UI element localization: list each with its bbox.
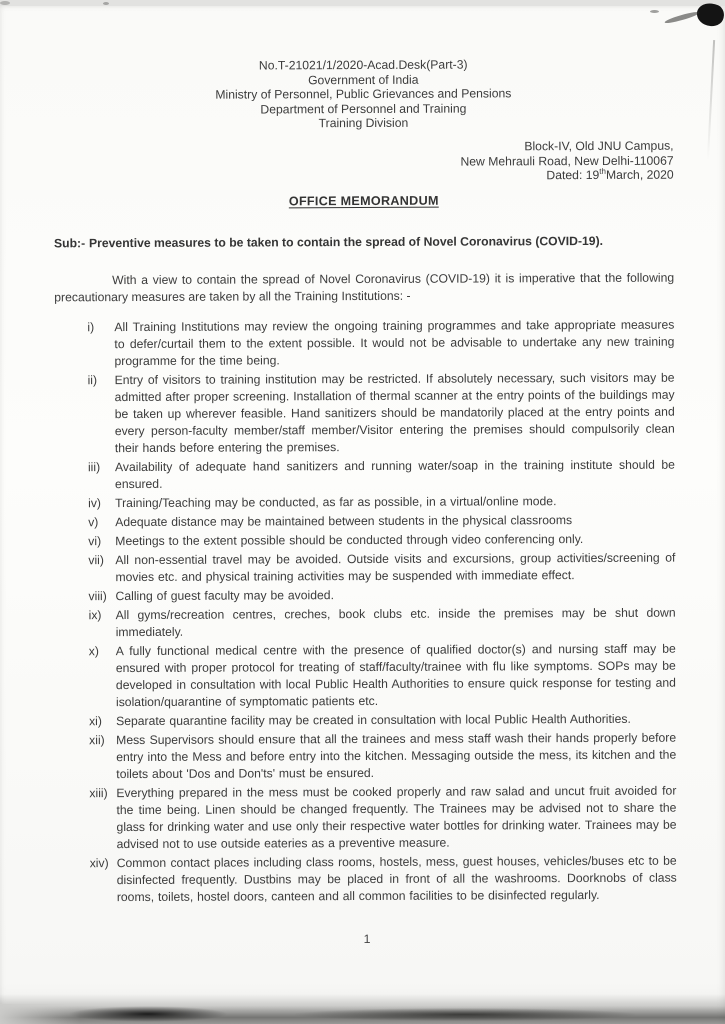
list-item: [55, 585, 675, 605]
list-item: [56, 782, 676, 853]
list-item-number: xii): [89, 732, 105, 747]
list-item: [55, 456, 675, 493]
org-line-division: Training Division: [318, 116, 409, 131]
list-item-number: x): [88, 643, 99, 658]
org-line-department: Department of Personnel and Training: [260, 101, 467, 117]
list-item: [56, 710, 676, 730]
list-item-number: xi): [89, 713, 102, 728]
list-item-text: All Training Institutions may review the ongoing training programmes and take appropriate measures to defer/curtail them to the extent possible. It would not be advisable to undertake any new training programme for the time being.: [114, 317, 675, 368]
list-item-text: Mess Supervisors should ensure that all the trainees and mess staff wash their hands properly before entry into the Mess and before entry into the kitchen. Messaging outside the mess, its kitchen and the toilets about 'Dos and Don'ts' must be ensured.: [116, 730, 677, 781]
subject-label: Sub:-: [53, 235, 86, 251]
list-item-number: vi): [88, 533, 102, 548]
subject-text: Preventive measures to be taken to contain the spread of Novel Coronavirus (COVID-19).: [88, 233, 604, 250]
list-item: [55, 369, 675, 457]
list-item-number: i): [87, 319, 95, 334]
list-item-text: All non-essential travel may be avoided. Outside visits and excursions, group activities/screening of movies etc. and physical training activities may be suspended with immediate effect.: [115, 550, 676, 584]
list-item-text: A fully functional medical centre with the presence of qualified doctor(s) and nursing staff may be ensured with proper protocol for treating of staff/faculty/trainee with flu like symptoms. SOPs may be developed in consultation with local Public Health Authorities to ensure quick response for testing and isolation/quarantine of symptomatic patients etc.: [115, 641, 676, 709]
list-item-text: Everything prepared in the mess must be cooked properly and raw salad and uncut fruit avoided for the time being. Linen should be changed frequently. The Trainees may be advised not to share the glass for drinking water and use only their respective water bottles for drinking water. Trainees may be advised not to use outside eateries as a preventive measure.: [116, 783, 677, 851]
list-item-text: Calling of guest faculty may be avoided.: [115, 587, 334, 603]
address-block: [54, 139, 674, 185]
address-line-2: New Mehrauli Road, New Delhi-110067: [460, 153, 674, 169]
list-item-text: Availability of adequate hand sanitizers and running water/soap in the training institute should be ensured.: [114, 457, 675, 491]
list-item-text: All gyms/recreation centres, creches, book clubs etc. inside the premises may be shut down immediately.: [115, 605, 676, 639]
list-item-text: Training/Teaching may be conducted, as far as possible, in a virtual/online mode.: [115, 493, 557, 510]
subject-line: [54, 232, 674, 252]
list-item-text: Entry of visitors to training institution may be restricted. If absolutely necessary, such visitors may be admitted after proper screening. Installation of thermal scanner at the entry points of the buildings may be taken up wherever feasible. Hand sanitizers should be mandatorily placed at the entry points and every person-faculty member/staff member/Visitor entering the premises should compulsorily clean their hands before entering the premises.: [114, 370, 675, 455]
list-item-number: iv): [88, 495, 102, 510]
list-item-text: Common contact places including class rooms, hostels, mess, guest houses, vehicles/buses etc to be disinfected frequently. Dustbins may be placed in front of all the washrooms. Doorknobs of class rooms, toilets, hostel doors, canteen and all common facilities to be disinfected regularly.: [116, 853, 677, 904]
list-item-text: Separate quarantine facility may be created in consultation with local Public Health Authorities.: [116, 711, 631, 728]
measures-list: [54, 316, 677, 906]
date-superscript: th: [599, 167, 606, 177]
list-item: [55, 530, 675, 550]
org-line-government: Government of India: [308, 72, 419, 87]
date-prefix: Dated: 19: [546, 168, 600, 183]
paper-page: [0, 6, 725, 1024]
reference-number: No.T-21021/1/2020-Acad.Desk(Part-3): [258, 57, 468, 73]
list-item-number: ii): [87, 372, 98, 387]
list-item: [56, 729, 676, 783]
list-item: [55, 549, 675, 586]
date-line: [54, 168, 674, 185]
page-number: 1: [363, 931, 371, 946]
list-item-number: viii): [88, 588, 107, 603]
list-item: [56, 604, 676, 641]
address-line-1: Block-IV, Old JNU Campus,: [524, 138, 674, 154]
list-item: [55, 511, 675, 531]
list-item-number: xiii): [89, 785, 108, 800]
memo-content: [0, 4, 725, 949]
list-item-number: ix): [88, 607, 102, 622]
list-item: [57, 852, 677, 906]
list-item-text: Meetings to the extent possible should be conducted through video conferencing only.: [115, 531, 584, 548]
letterhead: [53, 57, 673, 133]
scan-speck: [103, 2, 109, 5]
list-item: [55, 492, 675, 512]
list-item: [56, 640, 676, 711]
list-item-number: vii): [88, 552, 104, 567]
list-item-number: iii): [87, 459, 101, 474]
list-item: [54, 316, 674, 370]
list-item-number: v): [88, 514, 99, 529]
scan-speck: [0, 1, 10, 5]
list-item-number: xiv): [89, 855, 109, 870]
memo-title-row: [54, 191, 674, 211]
date-suffix: March, 2020: [605, 167, 674, 183]
intro-paragraph: With a view to contain the spread of Novel Coronavirus (COVID-19) it is imperative that the following precautionary measures are taken by all the Training Institutions: -: [54, 270, 675, 305]
memo-title: OFFICE MEMORANDUM: [288, 193, 439, 209]
org-line-ministry: Ministry of Personnel, Public Grievances and Pensions: [215, 86, 512, 102]
list-item-text: Adequate distance may be maintained between students in the physical classrooms: [115, 512, 573, 529]
